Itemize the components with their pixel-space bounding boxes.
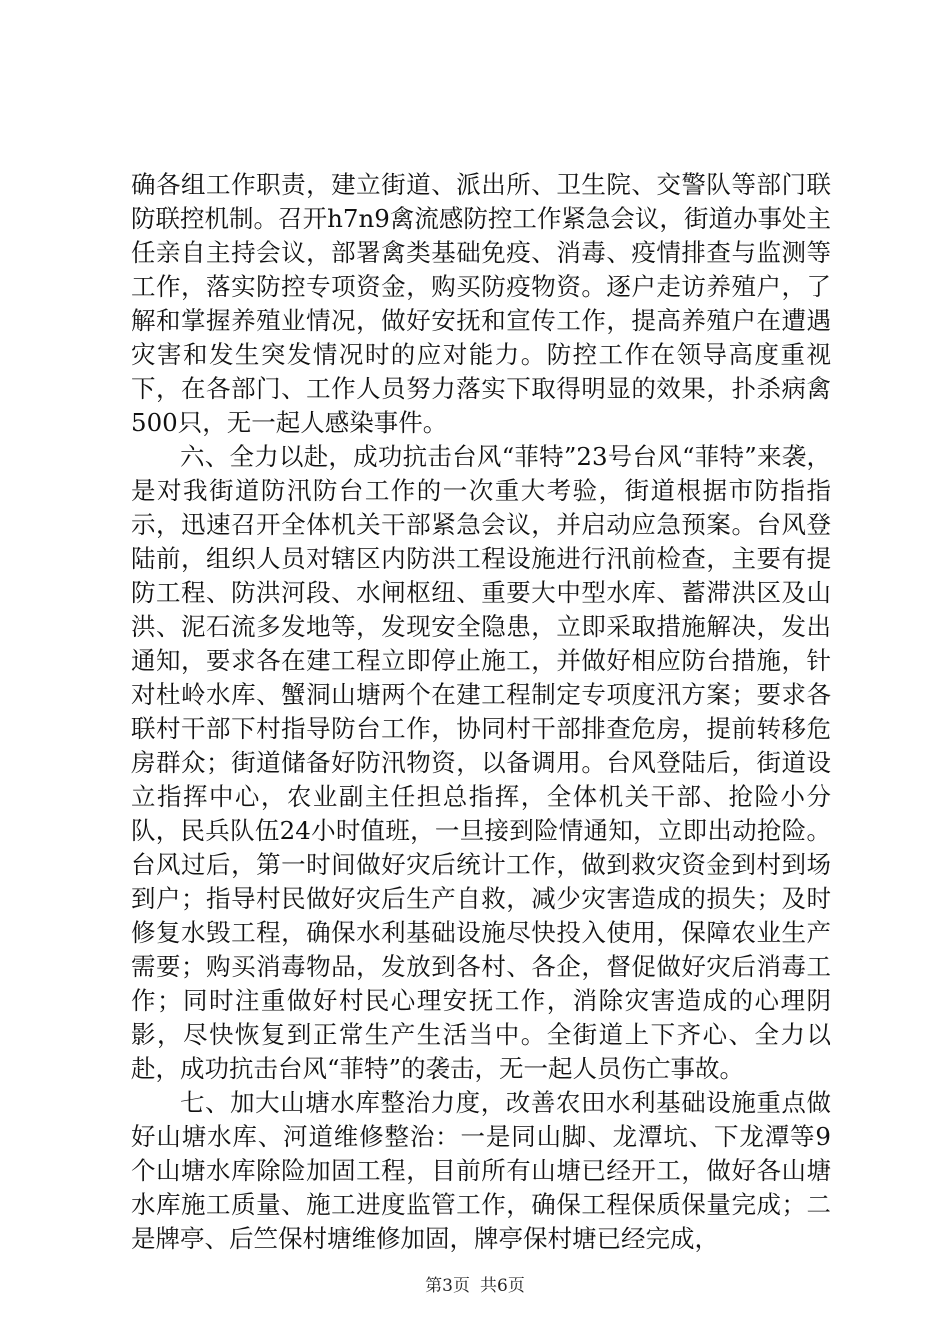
document-body xyxy=(131,168,831,1256)
paragraph-section-six: 六、全力以赴，成功抗击台风“菲特”23号台风“菲特”来袭，是对我街道防汛防台工作的一次重大考验，街道根据市防指指示，迅速召开全体机关干部紧急会议，并启动应急预案。台风登陆前，组织人员对辖区内防洪工程设施进行汛前检查，主要有提防工程、防洪河段、水闸枢纽、重要大中型水库、蓄滞洪区及山洪、泥石流多发地等，发现安全隐患，立即采取措施解决，发出通知，要求各在建工程立即停止施工，并做好相应防台措施，针对杜岭水库、蟹洞山塘两个在建工程制定专项度汛方案；要求各联村干部下村指导防台工作，协同村干部排查危房，提前转移危房群众；街道储备好防汛物资，以备调用。台风登陆后，街道设立指挥中心，农业副主任担总指挥，全体机关干部、抢险小分队，民兵队伍24小时值班，一旦接到险情通知，立即出动抢险。台风过后，第一时间做好灾后统计工作，做到救灾资金到村到场到户；指导村民做好灾后生产自救，减少灾害造成的损失；及时修复水毁工程，确保水利基础设施尽快投入使用，保障农业生产需要；购买消毒物品，发放到各村、各企，督促做好灾后消毒工作；同时注重做好村民心理安抚工作，消除灾害造成的心理阴影，尽快恢复到正常生产生活当中。全街道上下齐心、全力以赴，成功抗击台风“菲特”的袭击，无一起人员伤亡事故。 xyxy=(131,442,831,1083)
paragraph-continued: 确各组工作职责，建立街道、派出所、卫生院、交警队等部门联防联控机制。召开h7n9禽流感防控工作紧急会议，街道办事处主任亲自主持会议，部署禽类基础免疫、消毒、疫情排查与监测等工作，落实防控专项资金，购买防疫物资。逐户走访养殖户，了解和掌握养殖业情况，做好安抚和宣传工作，提高养殖户在遭遇灾害和发生突发情况时的应对能力。防控工作在领导高度重视下，在各部门、工作人员努力落实下取得明显的效果，扑杀病禽500只，无一起人感染事件。 xyxy=(131,170,831,437)
paragraph-section-seven: 七、加大山塘水库整治力度，改善农田水利基础设施重点做好山塘水库、河道维修整治：一是同山脚、龙潭坑、下龙潭等9个山塘水库除险加固工程，目前所有山塘已经开工，做好各山塘水库施工质量、施工进度监管工作，确保工程保质保量完成；二是牌亭、后竺保村塘维修加固，牌亭保村塘已经完成， xyxy=(131,1088,831,1253)
page-total: 共6页 xyxy=(480,1276,525,1296)
page-footer xyxy=(0,1275,950,1297)
page-number: 第3页 xyxy=(425,1276,470,1296)
